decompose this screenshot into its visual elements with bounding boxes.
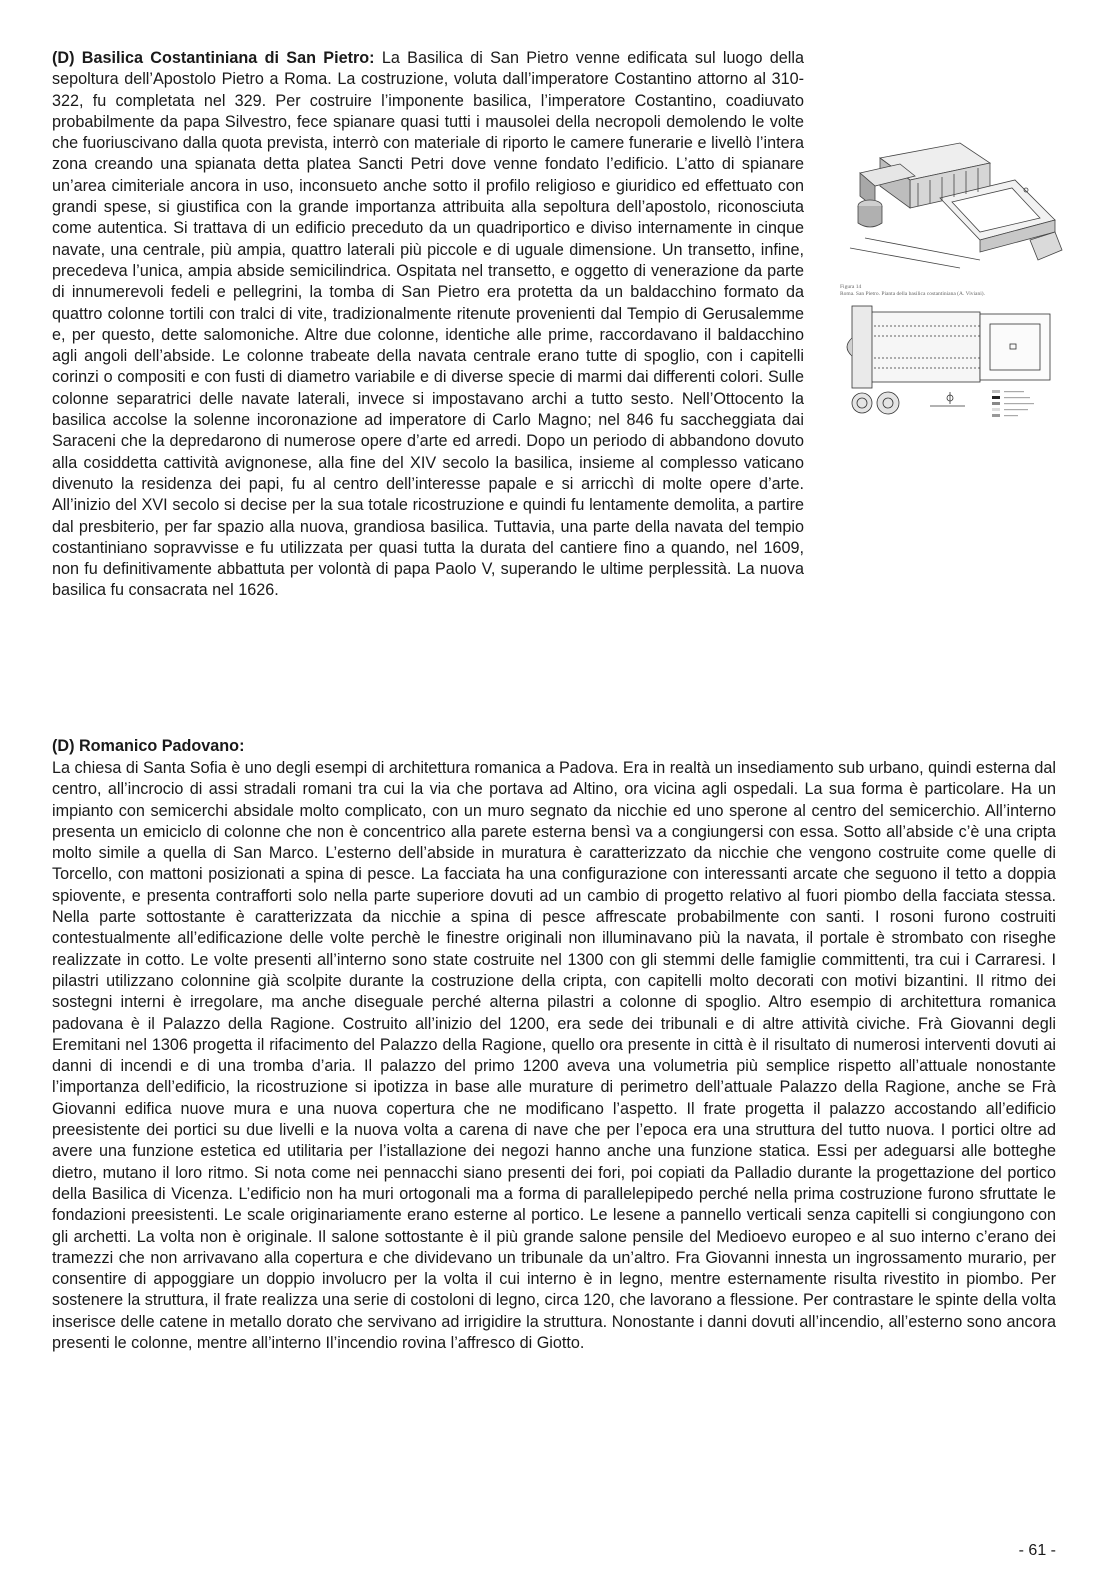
basilica-axonometric-drawing xyxy=(840,128,1070,283)
section-romanico-body: La chiesa di Santa Sofia è uno degli esempi di architettura romanica a Padova. Era in realtà un insediamento sub urbano, quindi esterna dal centro, all’incrocio di assi stradali romani tra cui la via che portava ad Altino, ora vicina agli ospedali. La sua forma è particolare. Ha un impianto con semicerchi absidale molto complicato, con un muro segnato da nicchie ed uno sperone al centro del semicerchio. All’interno presenta un emiciclo di colonne che non è concentrico alla parete esterna bensì va a congiungersi con essa. Sotto all’abside c’è una cripta molto simile a quella di San Marco. L’esterno dell’abside in muratura è caratterizzato da nicchie che vengono costruite come quelle di Torcello, con mattoni posizionati a spina di pesce. La facciata ha una configurazione con interessanti arcate che seguono il tetto a doppia spiovente, e presenta contrafforti solo nella parte superiore dovuti ad un cambio di progetto relativo al fuori piombo della facciata stessa. Nella parte sottostante è caratterizzata da nicchie a spina di pesce affrescate probabilmente con santi. I rosoni furono costruiti contestualmente all’edificazione delle volte perchè le finestre originali non illuminavano più la navata, il portale è strombato con riseghe realizzate in cotto. Le volte presenti all’interno sono state costruite nel 1300 con gli stemmi delle famiglie committenti, tra cui i Carraresi. I pilastri utilizzano colonnine già scolpite durante la costruzione della cripta, con capitelli molto decorati con motivi bizantini. Il ritmo dei sostegni interni è irregolare, ma anche diseguale perché alterna pilastri a colonne di spoglio. Altro esempio di architettura romanica padovana è il Palazzo della Ragione. Costruito all’inizio del 1200, era sede dei tribunali e di altre attività civiche. Frà Giovanni degli Eremitani nel 1306 progetta il rifacimento del Palazzo della Ragione, quello ora presente in città è il risultato di numerosi interventi dovuti ai danni di incendi e di una tromba d’aria. Il palazzo del primo 1200 aveva una volumetria più semplice rispetto all’attuale nonostante l’importanza dell’edificio, la ricostruzione si ipotizza in base alle murature di perimetro dell’attuale Palazzo della Ragione, anche se Frà Giovanni edifica nuove mura e una nuova copertura che ne modificano l’aspetto. Il frate progetta il palazzo accostando all’edificio preesistente dei portici su due livelli e la nuova volta a carena di nave che per l’epoca era una struttura del tutto nuova. I portici oltre ad avere una funzione estetica ed utilitaria per l’istallazione dei negozi hanno anche una funzione statica. Essi per adeguarsi alle botteghe dietro, mutano il loro ritmo. Si nota come nei pennacchi siano presenti dei fori, poi copiati da Palladio durante la progettazione del portico della Basilica di Vicenza. L’edificio non ha muri ortogonali ma a forma di parallelepipedo perché nella prima costruzione furono sfruttate le fondazioni preesistenti. Le scale originariamente erano esterne al portico. Le lesene a pannello verticali senza capitelli si congiungono con gli archetti. La volta non è originale. Il salone sottostante è il più grande salone pensile del Medioevo europeo e al suo interno c’erano dei tramezzi che non arrivavano alla copertura e che dividevano un tribunale da un’altro. Fra Giovanni innesta un ingrossamento murario, per consentire di appoggiare un doppio involucro per la volta il cui interno è in legno, mentre esternamente risulta rivestito in piombo. Per sostenere la struttura, il frate realizza una serie di costoloni di legno, circa 120, che lavorano a flessione. Per contrastare le spinte della volta inserisce delle catene in metallo dorato che servivano ad irrigidire la struttura. Nonostante i danni dovuti all’incendio, all’esterno sono ancora presenti le colonne, mentre all’interno Il’incendio rovina l’affresco di Giotto. xyxy=(52,759,1056,1353)
figure-caption-text: Roma. San Pietro. Pianta della basilica costantiniana (A. Viviani). xyxy=(840,291,985,297)
basilica-plan-drawing xyxy=(840,300,1070,440)
section-romanico-heading: (D) Romanico Padovano: xyxy=(52,737,245,755)
page-number: - 61 - xyxy=(1018,1542,1056,1559)
section-basilica xyxy=(52,48,804,602)
section-basilica-heading: (D) Basilica Costantiniana di San Pietro: xyxy=(52,49,375,67)
figure-caption xyxy=(840,284,985,298)
figure-caption-label: Figura 14 xyxy=(840,284,862,290)
section-basilica-body: La Basilica di San Pietro venne edificata sul luogo della sepoltura dell’Apostolo Pietro a Roma. La costruzione, voluta dall’imperatore Costantino attorno al 310-322, fu completata nel 329. Per costruire l’imponente basilica, l’imperatore Costantino, coadiuvato probabilmente da papa Silvestro, fece spianare quasi tutti i mausolei della necropoli demolendo le volte che fuoriuscivano dalla quota prevista, interrò con materiale di riporto le camere funerarie e livellò l’intera zona creando una spianata detta platea Sancti Petri dove venne fondato l’edificio. L’atto di spianare un’area cimiteriale ancora in uso, inconsueto anche sotto il profilo religioso e giuridico ed effettuato con grandi spese, si giustifica con la grande importanza attribuita alla sepoltura dell’apostolo, riconosciuta come autentica. Si trattava di un edificio preceduto da un quadriportico e diviso internamente in cinque navate, una centrale, più ampia, quattro laterali più piccole e di uguale dimensione. Un transetto, infine, precedeva l’unica, ampia abside semicilindrica. Ospitata nel transetto, e oggetto di venerazione da parte di innumerevoli fedeli e pellegrini, la tomba di San Pietro era protetta da un baldacchino formato da quattro colonne tortili con tralci di vite, tradizionalmente ritenute provenienti dal Tempio di Gerusalemme e, per questo, dette salomoniche. Altre due colonne, identiche alle prime, raccordavano il baldacchino agli angoli dell’abside. Le colonne trabeate della navata centrale erano tutte di spoglio, con i capitelli corinzi o compositi e con fusti di diametro variabile e di diverse specie di marmi dai differenti colori. Sulle colonne separatrici delle navate laterali, invece si impostavano archi a tutto sesto. Nell’Ottocento la basilica accolse la solenne incoronazione ad imperatore di Carlo Magno; nel 846 fu saccheggiata dai Saraceni che la depredarono di numerose opere d’arte ed arredi. Dopo un periodo di abbandono dovuto alla cosiddetta cattività avignonese, alla fine del XIV secolo la basilica, insieme al complesso vaticano divenuto la residenza dei papi, fu al centro dell’interesse papale e si arricchì di molte opere d’arte. All’inizio del XVI secolo si decise per la sua totale ricostruzione e quindi fu lentamente demolita, a partire dal presbiterio, per far spazio alla nuova, grandiosa basilica. Tuttavia, una parte della navata del tempio costantiniano sopravvisse e fu utilizzata per quasi tutta la durata del cantiere fino a quando, nel 1609, non fu definitivamente abbattuta per volontà di papa Paolo V, superando le ultime perplessità. La nuova basilica fu consacrata nel 1626. xyxy=(52,49,804,600)
basilica-figure xyxy=(840,128,1070,438)
